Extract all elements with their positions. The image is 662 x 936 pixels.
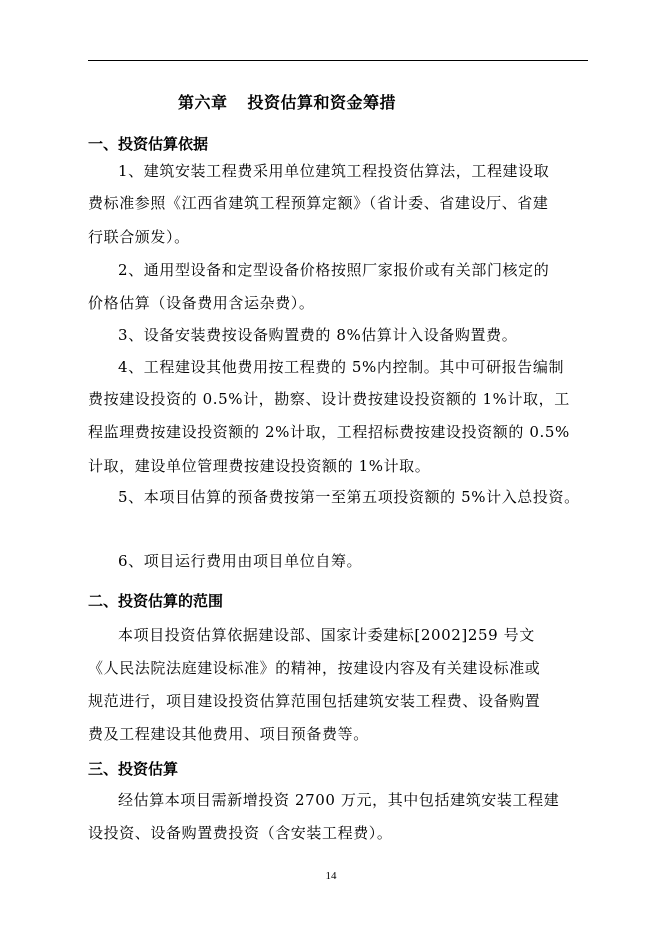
paragraph-line: 费标准参照《江西省建筑工程预算定额》（省计委、省建设厅、省建 — [88, 194, 549, 212]
paragraph-line: 程监理费按建设投资额的 2%计取，工程招标费按建设投资额的 0.5% — [88, 423, 570, 441]
chapter-title — [178, 90, 396, 113]
paragraph-line: 1、建筑安装工程费采用单位建筑工程投资估算法，工程建设取 — [118, 162, 550, 180]
paragraph-line: 5、本项目估算的预备费按第一至第五项投资额的 5%计入总投资。 — [118, 488, 580, 506]
paragraph-line: 价格估算（设备费用含运杂费）。 — [88, 294, 315, 312]
paragraph-line: 经估算本项目需新增投资 2700 万元，其中包括建筑安装工程建 — [118, 791, 560, 809]
paragraph-line: 费按建设投资的 0.5%计，勘察、设计费按建设投资额的 1%计取，工 — [88, 390, 570, 408]
paragraph-line: 3、设备安装费按设备购置费的 8%估算计入设备购置费。 — [118, 326, 518, 344]
section-3-heading: 三、投资估算 — [88, 760, 179, 778]
paragraph-line: 行联合颁发）。 — [88, 228, 190, 246]
paragraph-line: 4、工程建设其他费用按工程费的 5%内控制。其中可研报告编制 — [118, 358, 565, 376]
paragraph-line: 设投资、设备购置费投资（含安装工程费）。 — [88, 824, 393, 842]
section-1-heading: 一、投资估算依据 — [88, 135, 209, 153]
paragraph-line: 2、通用型设备和定型设备价格按照厂家报价或有关部门核定的 — [118, 261, 550, 279]
paragraph-line: 规范进行，项目建设投资估算范围包括建筑安装工程费、设备购置 — [88, 692, 541, 710]
paragraph-line: 6、项目运行费用由项目单位自筹。 — [118, 552, 363, 570]
paragraph-line: 本项目投资估算依据建设部、国家计委建标[2002]259 号文 — [118, 626, 535, 644]
chapter-name: 投资估算和资金筹措 — [247, 93, 397, 112]
paragraph-line: 费及工程建设其他费用、项目预备费等。 — [88, 725, 369, 743]
chapter-number: 第六章 — [178, 93, 228, 112]
page-number: 14 — [325, 870, 337, 882]
section-2-heading: 二、投资估算的范围 — [88, 592, 224, 610]
header-rule — [88, 60, 588, 61]
paragraph-line: 计取，建设单位管理费按建设投资额的 1%计取。 — [88, 457, 431, 475]
paragraph-line: 《人民法院法庭建设标准》的精神，按建设内容及有关建设标准或 — [88, 659, 541, 677]
